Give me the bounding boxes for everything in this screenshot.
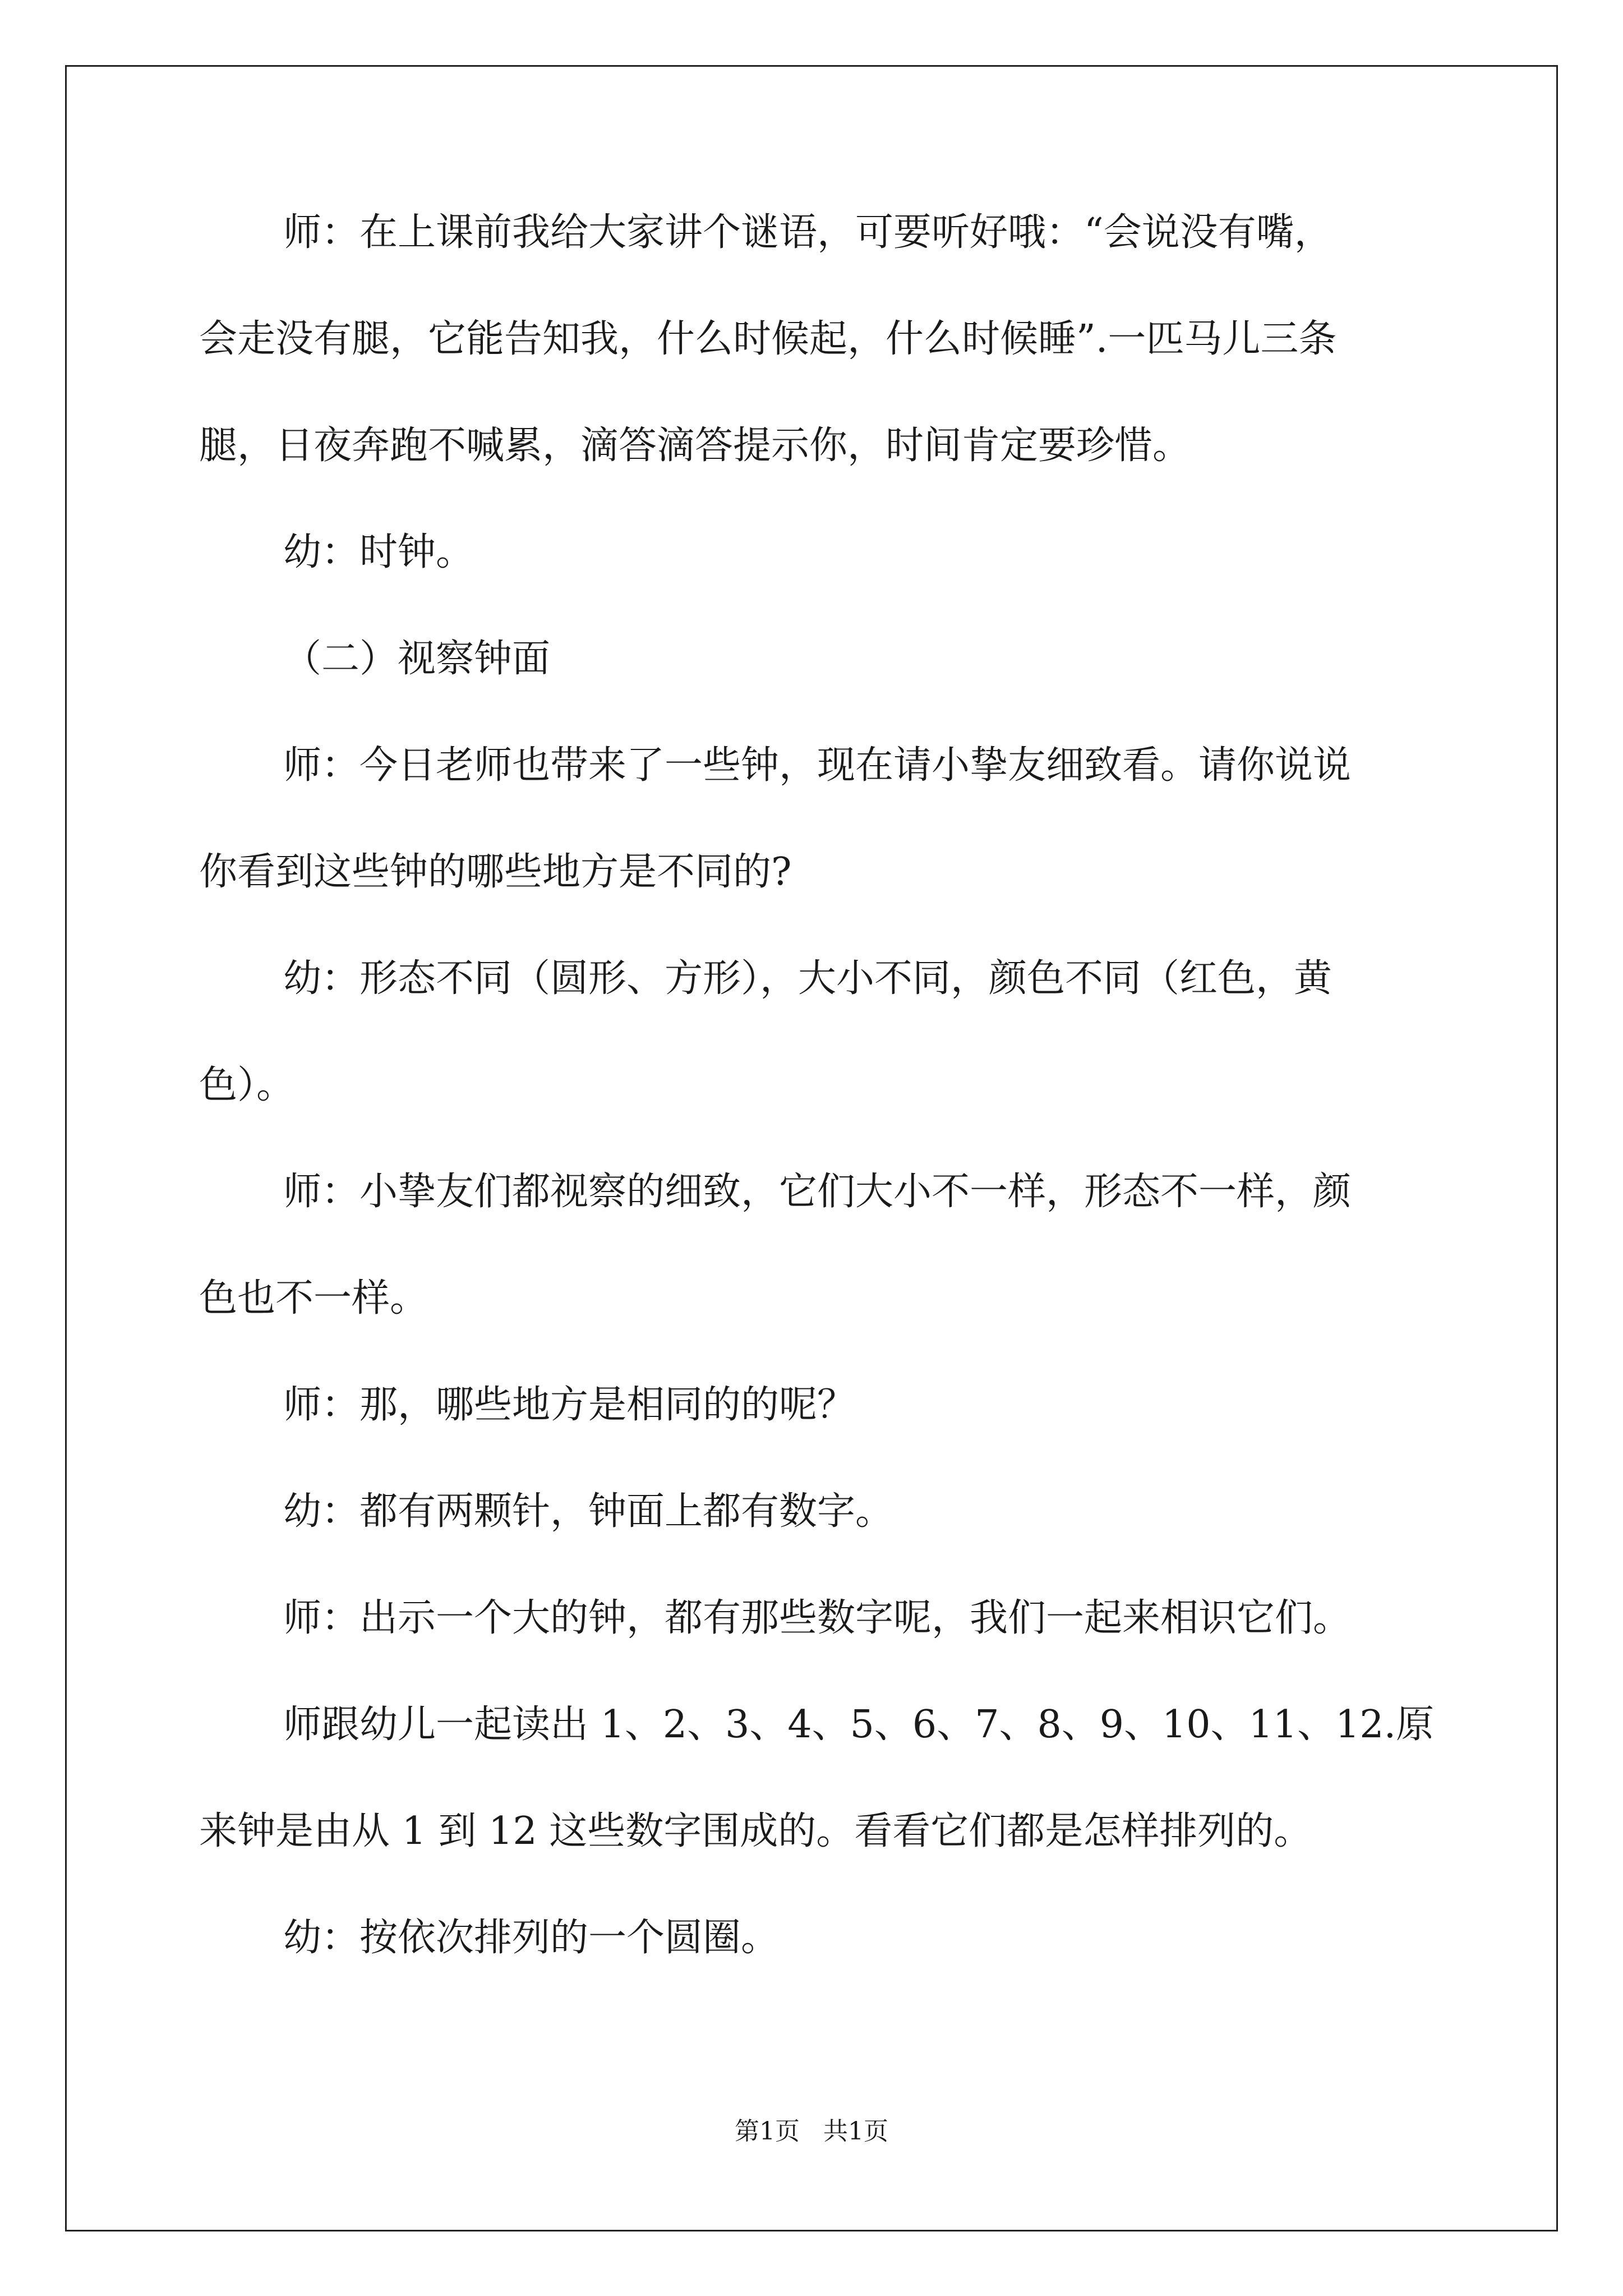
paragraph-line: 师：在上课前我给大家讲个谜语，可要听好哦：“会说没有嘴， (283, 210, 1332, 255)
paragraph-line: 幼：按依次排列的一个圆圈。 (283, 1916, 780, 1960)
paragraph-line: 幼：都有两颗针，钟面上都有数字。 (283, 1489, 894, 1534)
paragraph-line: 师：出示一个大的钟，都有那些数字呢，我们一起来相识它们。 (283, 1596, 1352, 1640)
paragraph-line: 师跟幼儿一起读出 1、2、3、4、5、6、7、8、9、10、11、12.原 (283, 1703, 1435, 1747)
paragraph-line: 师：那，哪些地方是相同的的呢？ (283, 1383, 856, 1427)
paragraph-line: 幼：形态不同（圆形、方形），大小不同，颜色不同（红色，黄 (283, 956, 1332, 1001)
paragraph-line: 色也不一样。 (199, 1276, 428, 1320)
paragraph-line: 来钟是由从 1 到 12 这些数字围成的。看看它们都是怎样排列的。 (199, 1809, 1312, 1853)
page-border (65, 65, 1558, 2231)
paragraph-line: 师：小挚友们都视察的细致，它们大小不一样，形态不一样，颜 (283, 1170, 1352, 1214)
section-heading: （二）视察钟面 (283, 637, 551, 681)
page-footer: 第1页 共1页 (735, 2117, 888, 2146)
paragraph-line: 色）。 (199, 1063, 295, 1107)
paragraph-line: 腿，日夜奔跑不喊累，滴答滴答提示你，时间肯定要珍惜。 (199, 424, 1191, 468)
paragraph-line: 师：今日老师也带来了一些钟，现在请小挚友细致看。请你说说 (283, 743, 1352, 788)
paragraph-line: 你看到这些钟的哪些地方是不同的? (199, 850, 792, 894)
paragraph-line: 幼：时钟。 (283, 530, 474, 574)
paragraph-line: 会走没有腿，它能告知我，什么时候起，什么时候睡”.一匹马儿三条 (199, 317, 1337, 361)
